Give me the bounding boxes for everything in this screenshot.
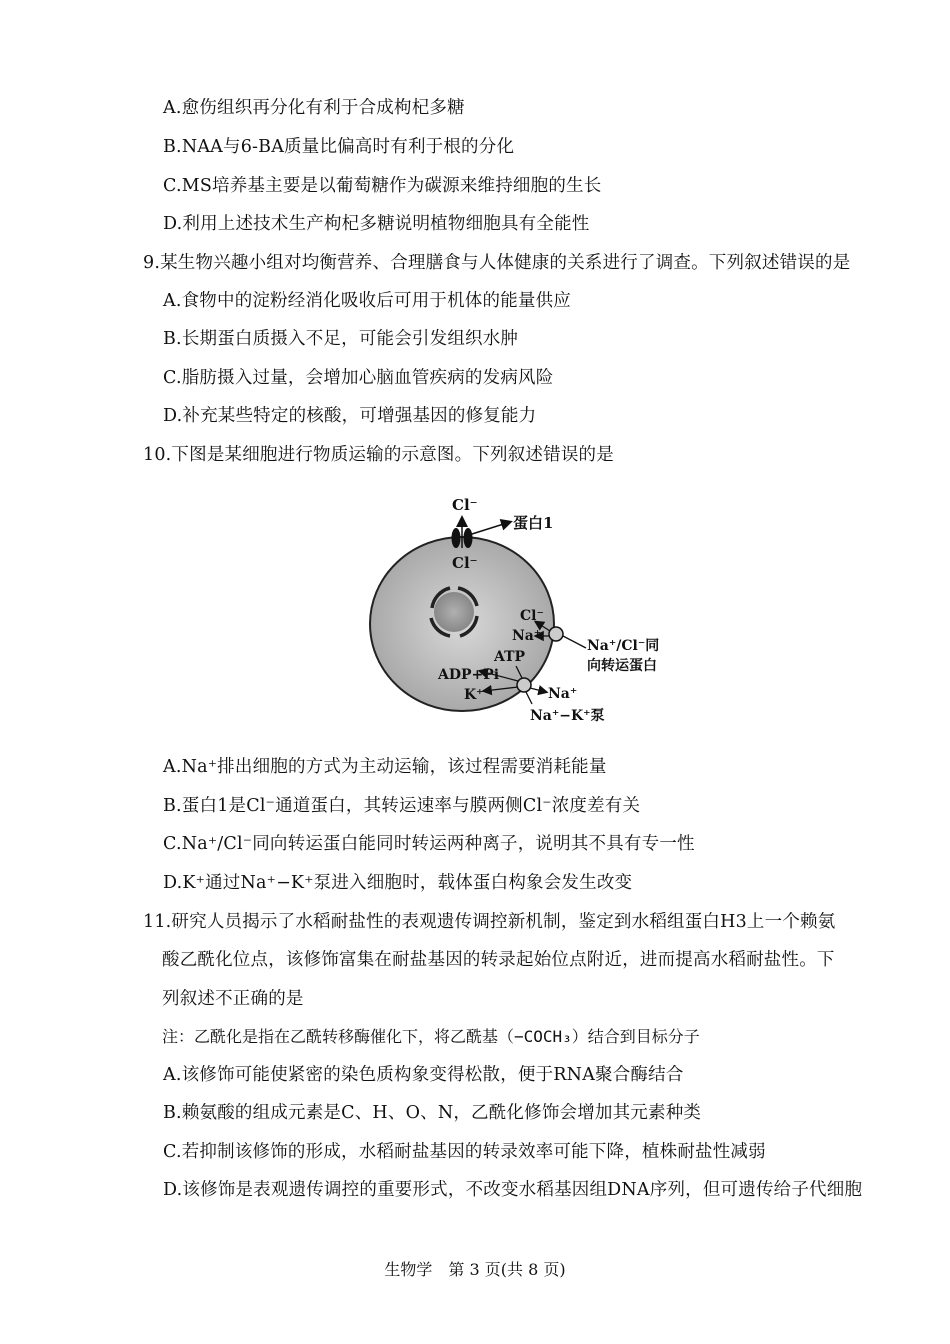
q11-stem-line-3: 列叙述不正确的是 bbox=[162, 989, 304, 1009]
cell-transport-figure bbox=[360, 488, 700, 728]
q10-stem: 10.下图是某细胞进行物质运输的示意图。下列叙述错误的是 bbox=[143, 445, 614, 465]
q8-option-c: C.MS培养基主要是以葡萄糖作为碳源来维持细胞的生长 bbox=[163, 176, 602, 196]
pump-label: Na⁺−K⁺泵 bbox=[530, 708, 605, 724]
na-out-label: Na⁺ bbox=[548, 686, 578, 702]
cotransporter-label-2: 向转运蛋白 bbox=[587, 658, 657, 674]
q9-stem: 9.某生物兴趣小组对均衡营养、合理膳食与人体健康的关系进行了调查。下列叙述错误的是 bbox=[143, 253, 851, 273]
na-in-label: Na⁺ bbox=[512, 628, 542, 644]
cl-bottom-label: Cl⁻ bbox=[452, 554, 478, 572]
cotransporter-label-1: Na⁺/Cl⁻同 bbox=[587, 638, 660, 654]
atp-label: ATP bbox=[494, 649, 526, 665]
q9-option-d: D.补充某些特定的核酸，可增强基因的修复能力 bbox=[163, 406, 537, 426]
adp-label: ADP+Pi bbox=[438, 667, 500, 683]
q10-option-c: C.Na⁺/Cl⁻同向转运蛋白能同时转运两种离子，说明其不具有专一性 bbox=[163, 834, 695, 854]
cl-top-label: Cl⁻ bbox=[452, 496, 478, 514]
q11-stem-line-1: 11.研究人员揭示了水稻耐盐性的表观遗传调控新机制，鉴定到水稻组蛋白H3上一个赖氨 bbox=[143, 912, 836, 932]
q8-option-a: A.愈伤组织再分化有利于合成枸杞多糖 bbox=[163, 98, 465, 118]
q11-option-b: B.赖氨酸的组成元素是C、H、O、N，乙酰化修饰会增加其元素种类 bbox=[163, 1103, 702, 1123]
q11-note: 注：乙酰化是指在乙酰转移酶催化下，将乙酰基（−COCH₃）结合到目标分子 bbox=[162, 1027, 700, 1046]
q10-option-b: B.蛋白1是Cl⁻通道蛋白，其转运速率与膜两侧Cl⁻浓度差有关 bbox=[163, 796, 641, 816]
q11-option-c: C.若抑制该修饰的形成，水稻耐盐基因的转录效率可能下降，植株耐盐性减弱 bbox=[163, 1142, 766, 1162]
page-footer: 生物学 第 3 页(共 8 页) bbox=[384, 1260, 566, 1279]
q8-option-d: D.利用上述技术生产枸杞多糖说明植物细胞具有全能性 bbox=[163, 214, 590, 234]
k-in-label: K⁺ bbox=[464, 687, 484, 703]
q9-option-b: B.长期蛋白质摄入不足，可能会引发组织水肿 bbox=[163, 329, 519, 349]
q8-option-b: B.NAA与6-BA质量比偏高时有利于根的分化 bbox=[163, 137, 515, 157]
q10-option-a: A.Na⁺排出细胞的方式为主动运输，该过程需要消耗能量 bbox=[163, 757, 607, 777]
nucleus bbox=[431, 588, 477, 636]
q11-option-d: D.该修饰是表观遗传调控的重要形式，不改变水稻基因组DNA序列，但可遗传给子代细胞 bbox=[163, 1180, 863, 1200]
protein1-label: 蛋白1 bbox=[513, 514, 554, 532]
q11-stem-line-2: 酸乙酰化位点，该修饰富集在耐盐基因的转录起始位点附近，进而提高水稻耐盐性。下 bbox=[162, 950, 835, 970]
q9-option-c: C.脂肪摄入过量，会增加心脑血管疾病的发病风险 bbox=[163, 368, 554, 388]
q9-option-a: A.食物中的淀粉经消化吸收后可用于机体的能量供应 bbox=[163, 291, 571, 311]
q11-option-a: A.该修饰可能使紧密的染色质构象变得松散，便于RNA聚合酶结合 bbox=[163, 1065, 684, 1085]
q10-option-d: D.K⁺通过Na⁺−K⁺泵进入细胞时，载体蛋白构象会发生改变 bbox=[163, 873, 633, 893]
cl-in-label: Cl⁻ bbox=[520, 608, 544, 624]
